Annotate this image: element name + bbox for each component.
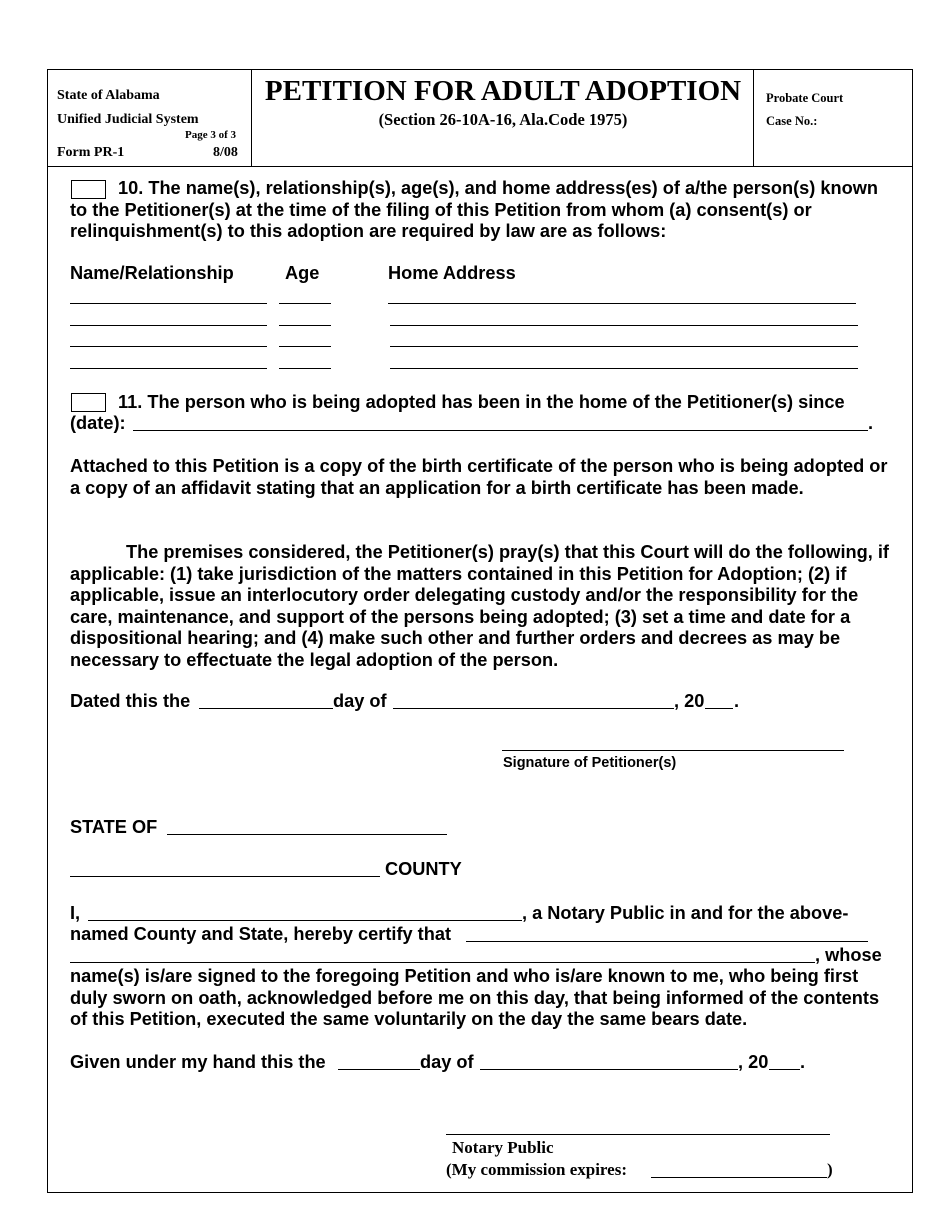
age-line-3[interactable] bbox=[279, 346, 331, 347]
header-left-cell bbox=[47, 69, 252, 166]
dated-day-of: day of bbox=[333, 691, 387, 711]
dated-day-line[interactable] bbox=[199, 708, 333, 709]
commission-suffix: ) bbox=[827, 1160, 833, 1179]
name-line-2[interactable] bbox=[70, 325, 267, 326]
notary-name-line[interactable] bbox=[88, 920, 522, 921]
age-line-2[interactable] bbox=[279, 325, 331, 326]
item11-date-line[interactable] bbox=[133, 430, 868, 431]
form-number: Form PR-1 bbox=[57, 145, 125, 160]
whose-text: , whose bbox=[815, 945, 882, 965]
column-age: Age bbox=[285, 263, 320, 283]
page-number: Page 3 of 3 bbox=[185, 129, 237, 141]
given-period: . bbox=[800, 1052, 806, 1072]
notary-certify-text: named County and State, hereby certify that bbox=[70, 924, 452, 944]
dated-prefix: Dated this the bbox=[70, 691, 191, 711]
item10-text: 10. The name(s), relationship(s), age(s), and home address(es) of a/the person(s) known to the Petitioner(s) at the time of the filing of this Petition from whom (a) consent(s) or relinquishment(s) to this adoption are required by law are as follows: bbox=[70, 178, 878, 241]
dated-month-line[interactable] bbox=[393, 708, 674, 709]
column-home-address: Home Address bbox=[388, 263, 516, 283]
address-line-2[interactable] bbox=[390, 325, 858, 326]
certify-name-line-1[interactable] bbox=[466, 941, 868, 942]
column-name-relationship: Name/Relationship bbox=[70, 263, 234, 283]
dated-year-line[interactable] bbox=[705, 708, 733, 709]
age-line-1[interactable] bbox=[279, 303, 331, 304]
system-label: Unified Judicial System bbox=[57, 112, 199, 127]
name-line-4[interactable] bbox=[70, 368, 267, 369]
notary-signature-line[interactable] bbox=[446, 1134, 830, 1135]
address-line-1[interactable] bbox=[388, 303, 856, 304]
county-label: COUNTY bbox=[385, 859, 462, 879]
certify-name-line-2[interactable] bbox=[70, 962, 815, 963]
state-label: State of Alabama bbox=[57, 88, 160, 103]
form-header bbox=[47, 69, 913, 167]
given-year-prefix: , 20 bbox=[738, 1052, 769, 1072]
age-line-4[interactable] bbox=[279, 368, 331, 369]
given-day-of: day of bbox=[420, 1052, 474, 1072]
county-line[interactable] bbox=[70, 876, 380, 877]
form-date: 8/08 bbox=[213, 145, 238, 160]
given-day-line[interactable] bbox=[338, 1069, 420, 1070]
premises-paragraph: The premises considered, the Petitioner(s) pray(s) that this Court will do the following, if applicable: (1) take jurisdiction of the matters contained in this Petition for Adoption; (2) if applicable, issue an interlocutory order delegating custody and/or the responsibility for the care, maintenance, and support of the persons being adopted; (3) set a time and date for a dispositional hearing; and (4) make such other and further orders and decrees as may be necessary to effectuate the legal adoption of the person. bbox=[70, 542, 889, 670]
item11-checkbox[interactable] bbox=[71, 393, 106, 412]
item11-date-label: (date): bbox=[70, 413, 126, 433]
dated-period: . bbox=[734, 691, 740, 711]
given-month-line[interactable] bbox=[480, 1069, 738, 1070]
notary-body-paragraph: name(s) is/are signed to the foregoing Petition and who is/are known to me, who being first duly sworn on oath, acknowledged before me on this day, that being informed of the contents of this Petition, executed the same voluntarily on the day the same bears date. bbox=[70, 966, 880, 1029]
header-right-cell bbox=[754, 69, 913, 166]
address-line-4[interactable] bbox=[390, 368, 858, 369]
commission-date-line[interactable] bbox=[651, 1177, 827, 1178]
commission-prefix: (My commission expires: bbox=[446, 1160, 627, 1179]
form-subtitle: (Section 26-10A-16, Ala.Code 1975) bbox=[378, 110, 628, 129]
notary-public-text: , a Notary Public in and for the above- bbox=[522, 903, 849, 923]
court-label: Probate Court bbox=[766, 91, 844, 105]
notary-public-label: Notary Public bbox=[452, 1138, 554, 1157]
state-of-line[interactable] bbox=[167, 834, 447, 835]
name-line-3[interactable] bbox=[70, 346, 267, 347]
item11-period: . bbox=[868, 413, 874, 433]
petitioner-signature-line[interactable] bbox=[502, 750, 844, 751]
notary-i: I, bbox=[70, 903, 81, 923]
header-title-cell bbox=[252, 69, 754, 166]
dated-year-prefix: , 20 bbox=[674, 691, 705, 711]
address-line-3[interactable] bbox=[390, 346, 858, 347]
petitioner-signature-label: Signature of Petitioner(s) bbox=[503, 755, 677, 771]
case-number-label: Case No.: bbox=[766, 114, 818, 128]
form-title: PETITION FOR ADULT ADOPTION bbox=[264, 75, 742, 107]
state-of-label: STATE OF bbox=[70, 817, 158, 837]
item11-text: 11. The person who is being adopted has been in the home of the Petitioner(s) since bbox=[118, 392, 845, 412]
attached-paragraph: Attached to this Petition is a copy of the birth certificate of the person who is being adopted or a copy of an affidavit stating that an application for a birth certificate has been made. bbox=[70, 456, 888, 498]
name-line-1[interactable] bbox=[70, 303, 267, 304]
given-prefix: Given under my hand this the bbox=[70, 1052, 326, 1072]
given-year-line[interactable] bbox=[769, 1069, 800, 1070]
